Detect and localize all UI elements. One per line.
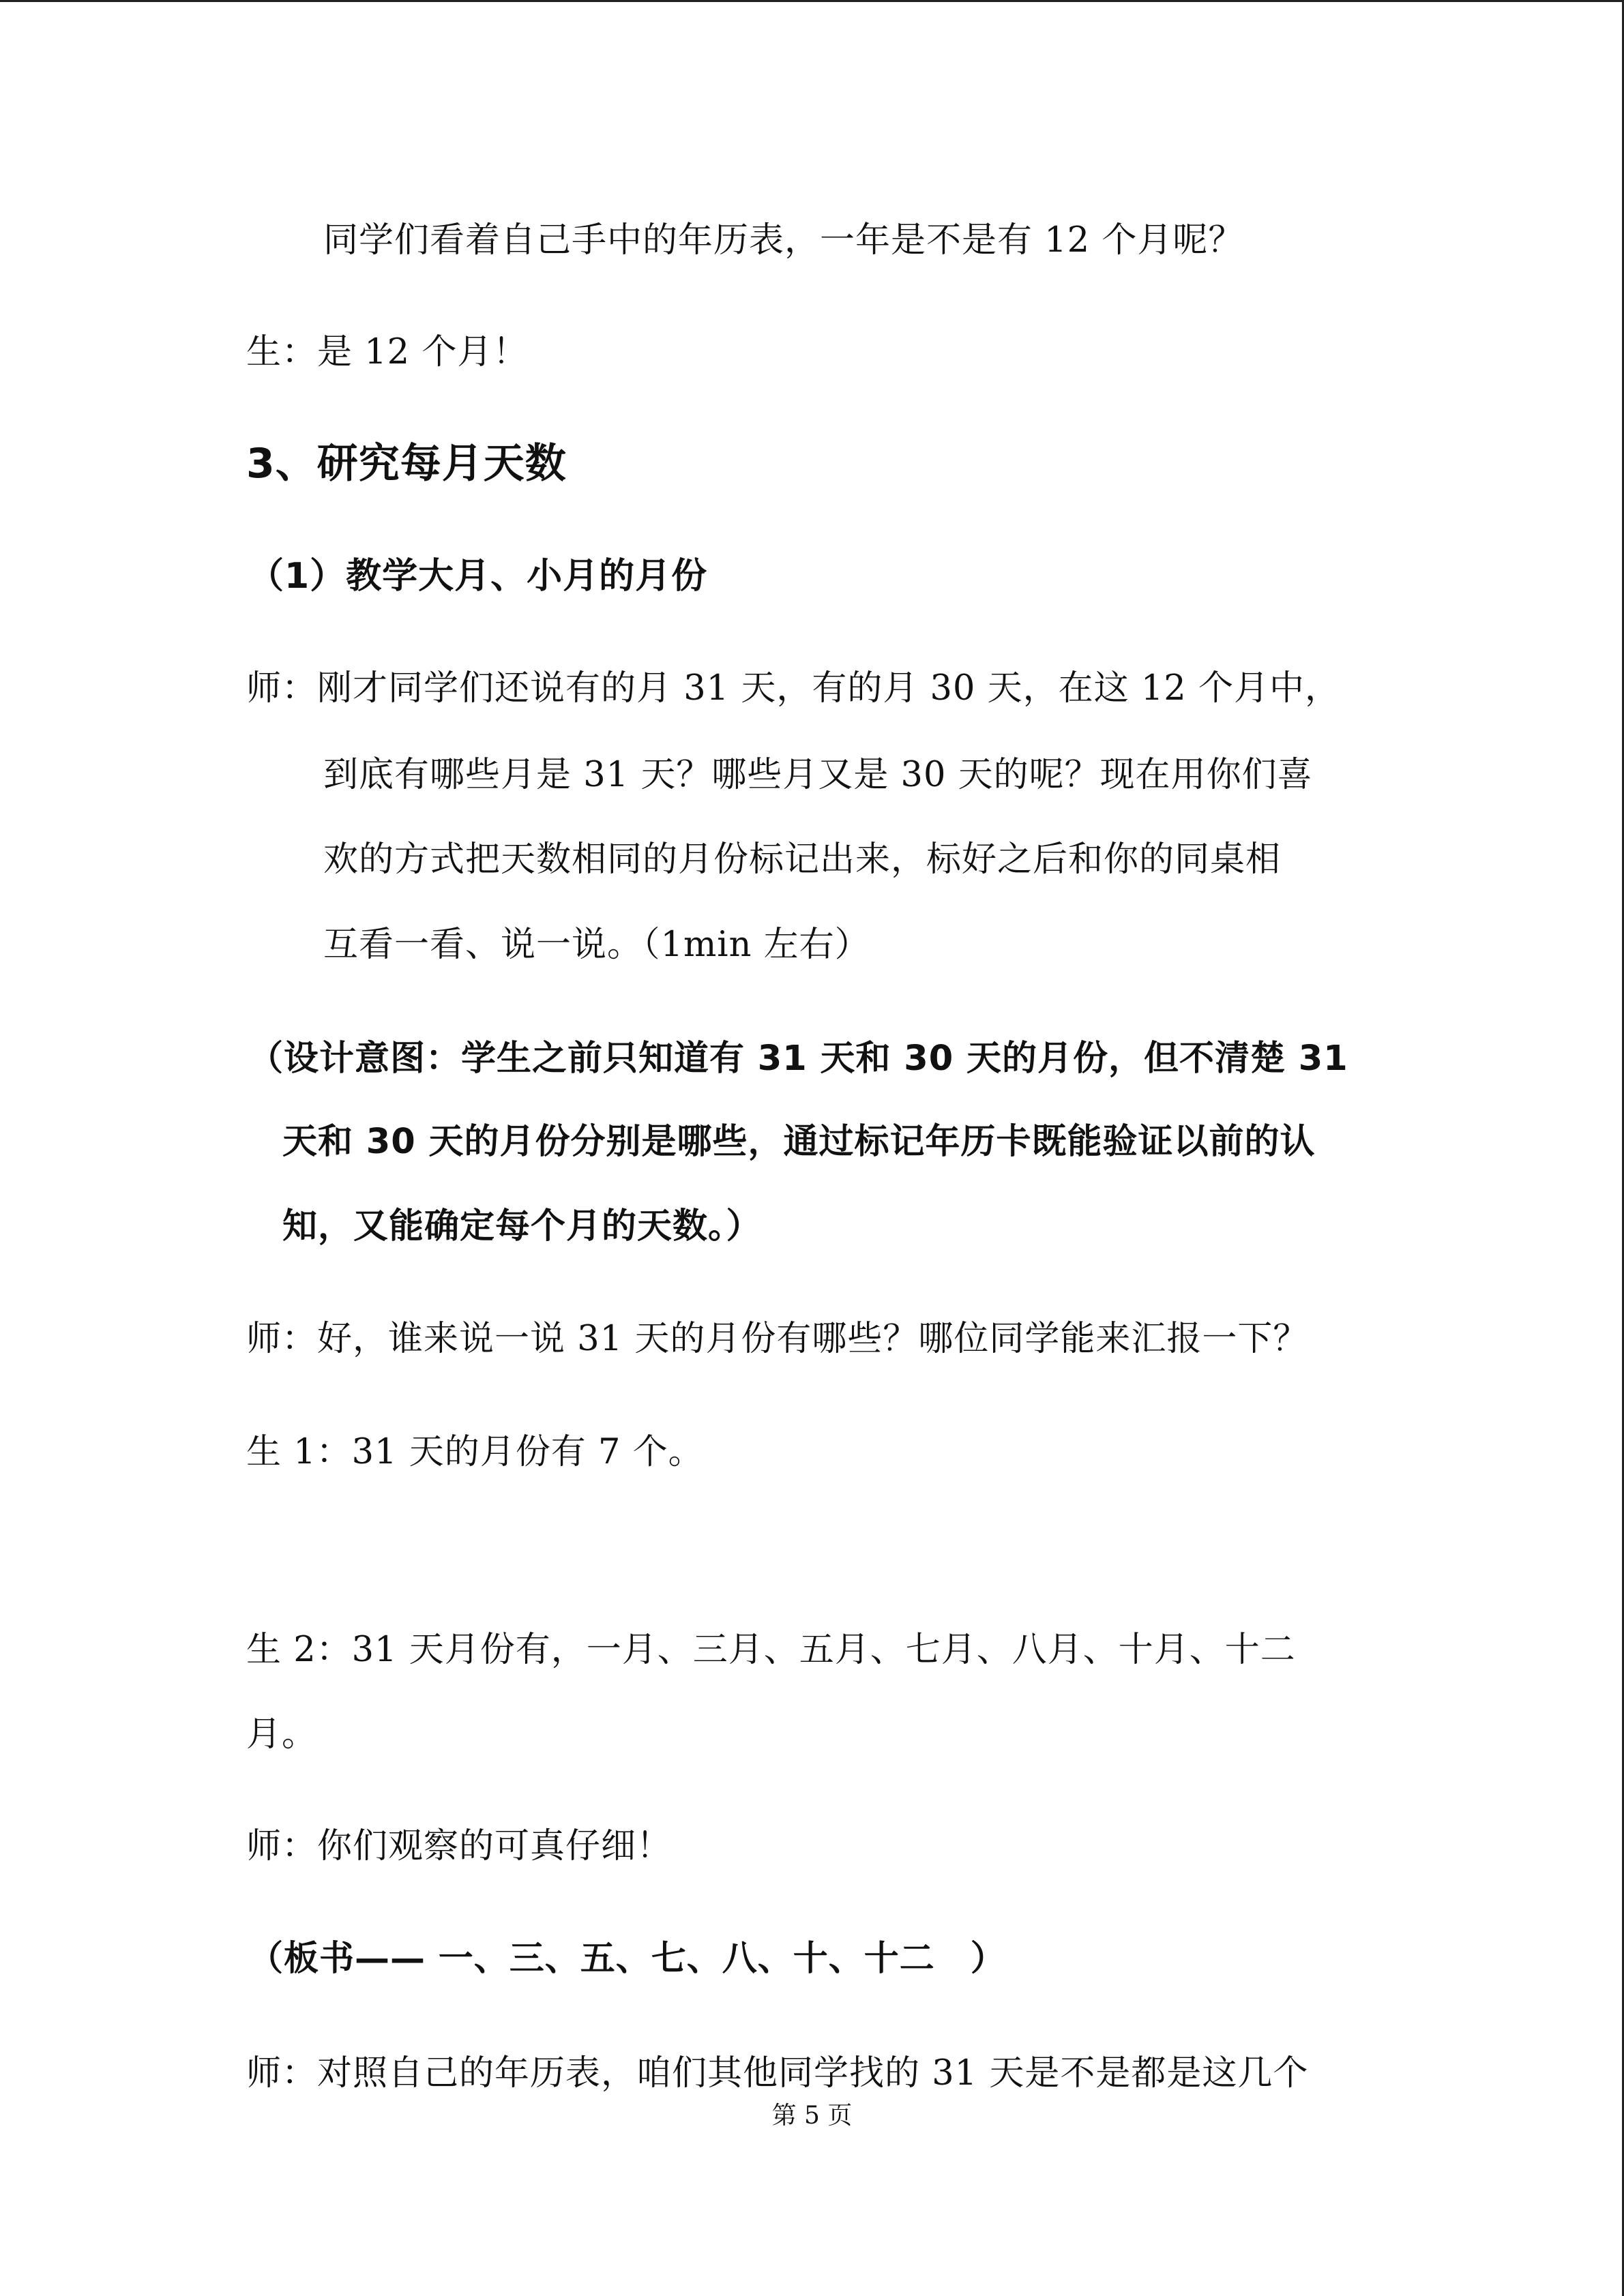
paragraph-line: 生 1：31 天的月份有 7 个。 xyxy=(246,1432,704,1472)
paragraph-line: 同学们看着自己手中的年历表，一年是不是有 12 个月呢？ xyxy=(323,220,1244,260)
subsection-heading: （1）教学大月、小月的月份 xyxy=(248,556,708,597)
page-border-top xyxy=(0,0,1624,2)
paragraph-line: 到底有哪些月是 31 天？哪些月又是 30 天的呢？现在用你们喜 xyxy=(323,755,1313,795)
paragraph-line: 生：是 12 个月！ xyxy=(246,332,529,372)
paragraph-line: 欢的方式把天数相同的月份标记出来，标好之后和你的同桌相 xyxy=(323,839,1282,880)
paragraph-line: 月。 xyxy=(246,1714,318,1755)
design-intent-line: 知，又能确定每个月的天数。） xyxy=(282,1206,762,1247)
blackboard-note: （板书—— 一、三、五、七、八、十、十二 ） xyxy=(248,1939,1006,1979)
page-number-footer: 第 5 页 xyxy=(771,2102,853,2130)
paragraph-line: 互看一看、说一说。（1min 左右） xyxy=(323,925,870,965)
section-heading: 3、研究每月天数 xyxy=(246,440,567,488)
design-intent-line: 天和 30 天的月份分别是哪些，通过标记年历卡既能验证以前的认 xyxy=(282,1122,1316,1162)
design-intent-line: （设计意图：学生之前只知道有 31 天和 30 天的月份，但不清楚 31 xyxy=(248,1039,1348,1079)
paragraph-line: 生 2：31 天月份有，一月、三月、五月、七月、八月、十月、十二 xyxy=(246,1630,1296,1670)
paragraph-line: 师：刚才同学们还说有的月 31 天，有的月 30 天，在这 12 个月中， xyxy=(246,668,1340,709)
paragraph-line: 师：对照自己的年历表，咱们其他同学找的 31 天是不是都是这几个 xyxy=(246,2053,1309,2093)
paragraph-line: 师：好，谁来说一说 31 天的月份有哪些？哪位同学能来汇报一下？ xyxy=(246,1319,1309,1359)
paragraph-line: 师：你们观察的可真仔细！ xyxy=(246,1826,673,1866)
